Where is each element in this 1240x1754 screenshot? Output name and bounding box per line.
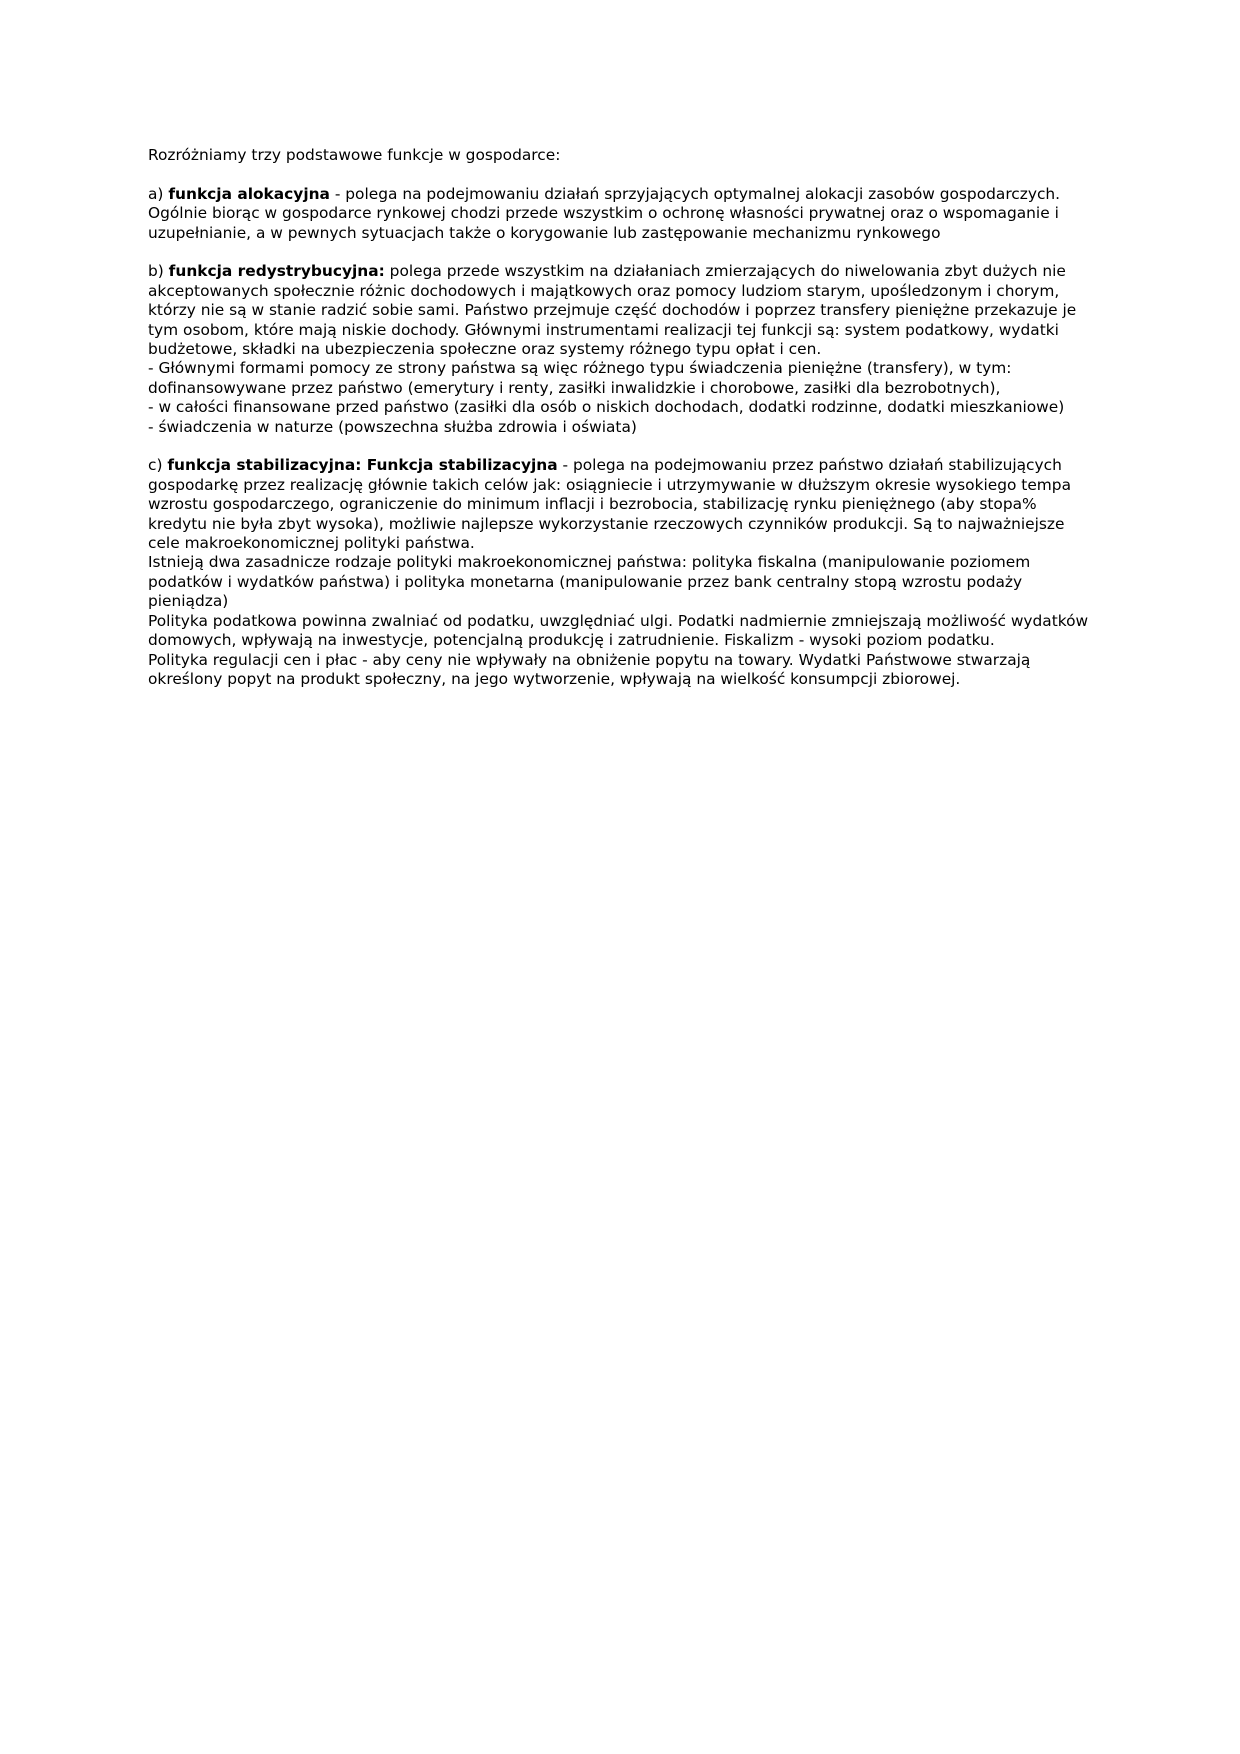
section-c-text: - polega na podejmowaniu przez państwo działań stabilizujących gospodarkę przez realizację głównie takich celów jak: osiągniecie i utrzymywanie w dłuższym okresie wysokiego tempa wzrostu gospodarczego, ograniczenie do minimum inflacji i bezrobocia, stabilizację rynku pieniężnego (aby stopa% kredytu nie była zbyt wysoka), możliwie najlepsze wykorzystanie rzeczowych czynników produkcji. Są to najważniejsze cele makroekonomicznej polityki państwa.: [148, 456, 1072, 553]
section-b-line-1: - Głównymi formami pomocy ze strony państwa są więc różnego typu świadczenia pieniężne (transfery), w tym: dofinansowywane przez państwo (emerytury i renty, zasiłki inwalidzkie i chorobowe, zasiłki dla bezrobotnych),: [148, 359, 1012, 397]
section-c-paragraph: [148, 456, 1094, 553]
section-c-line-2: Polityka podatkowa powinna zwalniać od podatku, uwzględniać ulgi. Podatki nadmiernie zmniejszają możliwość wydatków domowych, wpływają na inwestycje, potencjalną produkcję i zatrudnienie. Fiskalizm - wysoki poziom podatku.: [148, 611, 1089, 650]
paragraph-gap: [148, 165, 1094, 184]
section-c-line-1: Istnieją dwa zasadnicze rodzaje polityki makroekonomicznej państwa: polityka fiskalna (manipulowanie poziomem podatków i wydatków państwa) i polityka monetarna (manipulowanie przez bank centralny stopą wzrostu podaży pieniądza): [148, 553, 1031, 611]
section-b-prefix: b): [148, 262, 169, 281]
document-page: [148, 146, 1094, 689]
section-b-line-2: - w całości finansowane przed państwo (zasiłki dla osób o niskich dochodach, dodatki rodzinne, dodatki mieszkaniowe): [148, 398, 1065, 417]
section-a-term: funkcja alokacyjna: [168, 184, 330, 203]
section-c-line-3: Polityka regulacji cen i płac - aby ceny nie wpływały na obniżenie popytu na towary. Wydatki Państwowe stwarzają określony popyt na produkt społeczny, na jego wytworzenie, wpływają na wielkość konsumpcji zbiorowej.: [148, 650, 1031, 688]
paragraph-gap: [148, 437, 1094, 456]
section-b-text: polega przede wszystkim na działaniach zmierzających do niwelowania zbyt dużych nie akceptowanych społecznie różnic dochodowych i majątkowych oraz pomocy ludziom starym, upośledzonym i chorym, którzy nie są w stanie radzić sobie sami. Państwo przejmuje część dochodów i poprzez transfery pieniężne przekazuje je tym osobom, które mają niskie dochody. Głównymi instrumentami realizacji tej funkcji są: system podatkowy, wydatki budżetowe, składki na ubezpieczenia społeczne oraz systemy różnego typu opłat i cen.: [148, 262, 1077, 359]
section-c-prefix: c): [148, 456, 168, 475]
section-b-paragraph: [148, 262, 1094, 359]
section-a-text: - polega na podejmowaniu działań sprzyjających optymalnej alokacji zasobów gospodarczych. Ogólnie biorąc w gospodarce rynkowej chodzi przede wszystkim o ochronę własności prywatnej oraz o wspomaganie i uzupełnianie, a w pewnych sytuacjach także o korygowanie lub zastępowanie mechanizmu rynkowego: [148, 184, 1061, 242]
intro-paragraph: Rozróżniamy trzy podstawowe funkcje w gospodarce:: [148, 146, 561, 164]
section-b-line-3: - świadczenia w naturze (powszechna służba zdrowia i oświata): [148, 417, 637, 436]
section-b-term: funkcja redystrybucyjna:: [168, 262, 385, 281]
section-c-term: funkcja stabilizacyjna: Funkcja stabilizacyjna: [167, 456, 558, 475]
section-a-prefix: a): [148, 184, 169, 203]
paragraph-gap: [148, 243, 1094, 262]
section-a-paragraph: [148, 185, 1094, 243]
